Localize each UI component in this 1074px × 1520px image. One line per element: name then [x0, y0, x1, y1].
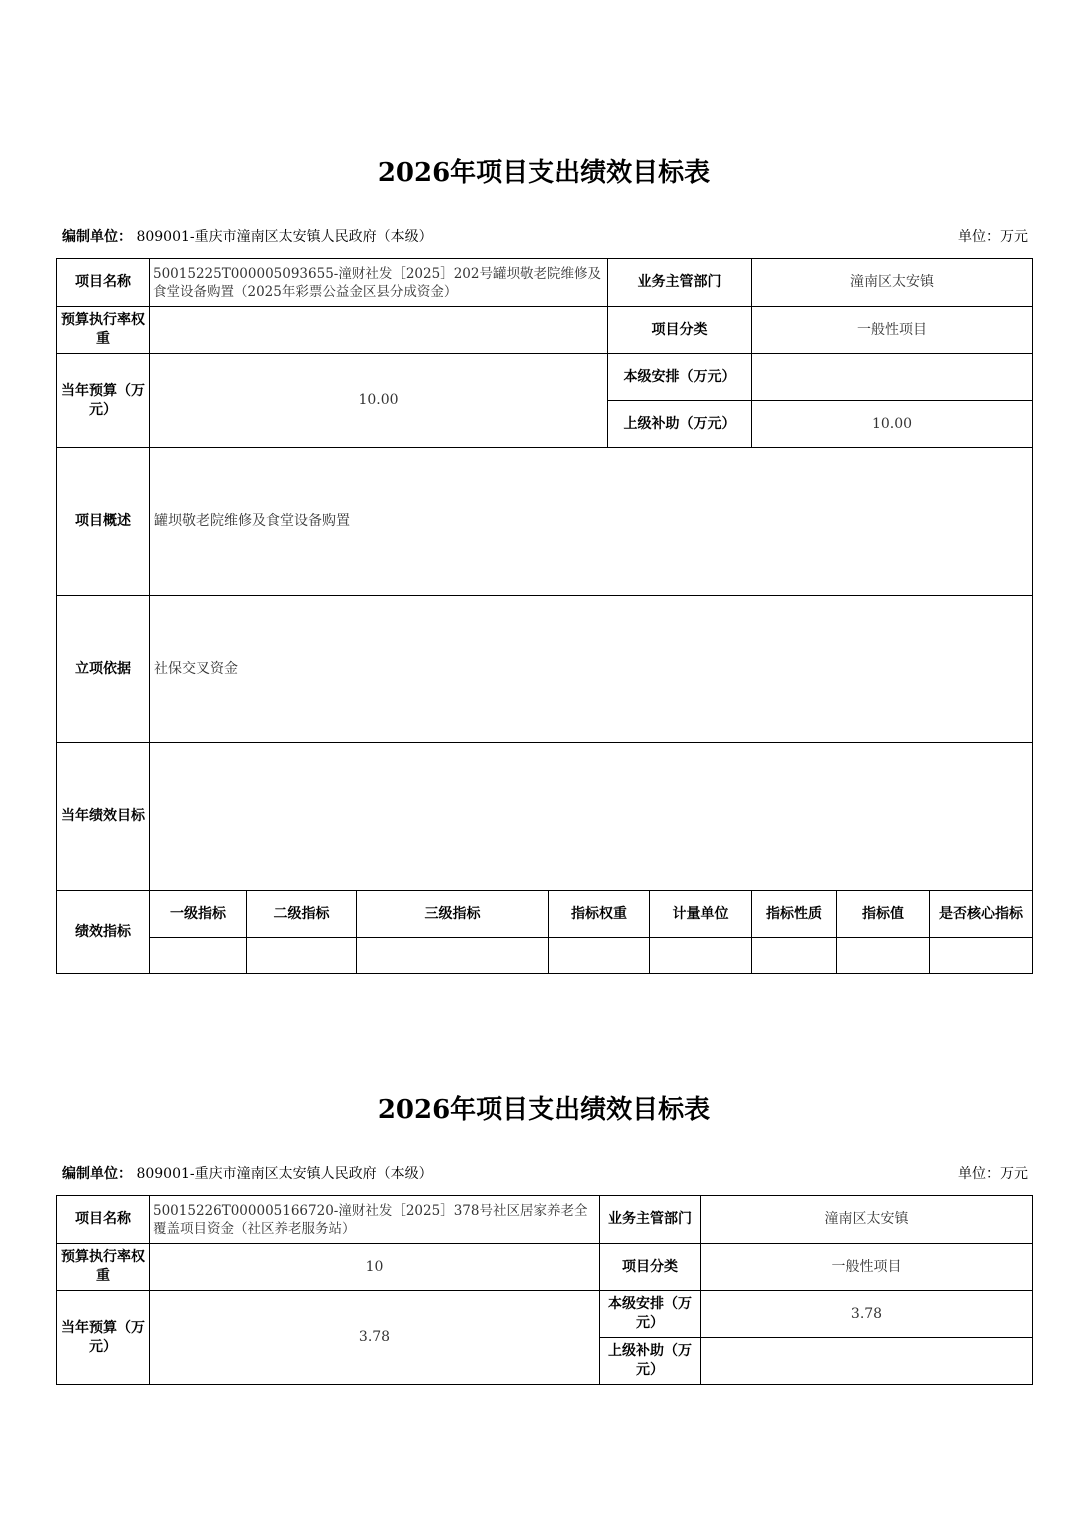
indicator-cell	[150, 938, 247, 974]
annual-target-value	[150, 743, 1033, 891]
department-label: 业务主管部门	[600, 1196, 701, 1244]
compile-unit-label: 编制单位：	[62, 229, 132, 245]
project-name-label: 项目名称	[57, 1196, 150, 1244]
exec-rate-label: 预算执行率权重	[57, 307, 150, 354]
annual-budget-value: 10.00	[150, 354, 608, 448]
indicator-header: 二级指标	[247, 891, 357, 938]
annual-budget-label: 当年预算（万元）	[57, 354, 150, 448]
local-arrangement-label: 本级安排（万元）	[600, 1291, 701, 1338]
indicator-header: 三级指标	[357, 891, 549, 938]
indicator-cell	[357, 938, 549, 974]
indicator-header: 是否核心指标	[930, 891, 1033, 938]
project-name-label: 项目名称	[57, 259, 150, 307]
department-value: 潼南区太安镇	[752, 259, 1033, 307]
indicator-header: 指标性质	[752, 891, 837, 938]
exec-rate-value	[150, 307, 608, 354]
indicator-header: 指标权重	[549, 891, 650, 938]
sheet-title: 2026年项目支出绩效目标表	[377, 158, 711, 188]
performance-table	[56, 258, 1033, 974]
local-arrangement-value	[752, 354, 1033, 401]
overview-label: 项目概述	[57, 448, 150, 596]
compile-unit-value: 809001-重庆市潼南区太安镇人民政府（本级）	[136, 1166, 433, 1182]
local-arrangement-label: 本级安排（万元）	[608, 354, 752, 401]
project-name-value: 50015226T000005166720-潼财社发［2025］378号社区居家养老全覆盖项目资金（社区养老服务站）	[150, 1196, 600, 1244]
annual-budget-value: 3.78	[150, 1291, 600, 1385]
compile-unit-label: 编制单位：	[62, 1166, 132, 1182]
exec-rate-value: 10	[150, 1244, 600, 1291]
compile-unit-line	[62, 226, 1028, 246]
indicator-header: 一级指标	[150, 891, 247, 938]
indicator-header: 指标值	[837, 891, 930, 938]
annual-budget-label: 当年预算（万元）	[57, 1291, 150, 1385]
category-label: 项目分类	[608, 307, 752, 354]
annual-target-label: 当年绩效目标	[57, 743, 150, 891]
department-label: 业务主管部门	[608, 259, 752, 307]
basis-value: 社保交叉资金	[150, 596, 1033, 743]
indicator-cell	[752, 938, 837, 974]
superior-subsidy-value	[701, 1338, 1033, 1385]
unit-label: 单位：万元	[958, 229, 1028, 245]
performance-table	[56, 1195, 1033, 1385]
department-value: 潼南区太安镇	[701, 1196, 1033, 1244]
indicator-cell	[837, 938, 930, 974]
indicator-cell	[549, 938, 650, 974]
category-label: 项目分类	[600, 1244, 701, 1291]
exec-rate-label: 预算执行率权重	[57, 1244, 150, 1291]
superior-subsidy-label: 上级补助（万元）	[600, 1338, 701, 1385]
category-value: 一般性项目	[701, 1244, 1033, 1291]
indicator-cell	[247, 938, 357, 974]
basis-label: 立项依据	[57, 596, 150, 743]
indicators-label: 绩效指标	[57, 891, 150, 974]
compile-unit-line	[62, 1163, 1028, 1183]
superior-subsidy-value: 10.00	[752, 401, 1033, 448]
unit-label: 单位：万元	[958, 1166, 1028, 1182]
compile-unit-value: 809001-重庆市潼南区太安镇人民政府（本级）	[136, 229, 433, 245]
indicator-cell	[930, 938, 1033, 974]
superior-subsidy-label: 上级补助（万元）	[608, 401, 752, 448]
local-arrangement-value: 3.78	[701, 1291, 1033, 1338]
indicator-cell	[650, 938, 752, 974]
category-value: 一般性项目	[752, 307, 1033, 354]
sheet-title: 2026年项目支出绩效目标表	[377, 1095, 711, 1125]
overview-value: 罐坝敬老院维修及食堂设备购置	[150, 448, 1033, 596]
indicator-header: 计量单位	[650, 891, 752, 938]
project-name-value: 50015225T000005093655-潼财社发［2025］202号罐坝敬老院维修及食堂设备购置（2025年彩票公益金区县分成资金）	[150, 259, 608, 307]
